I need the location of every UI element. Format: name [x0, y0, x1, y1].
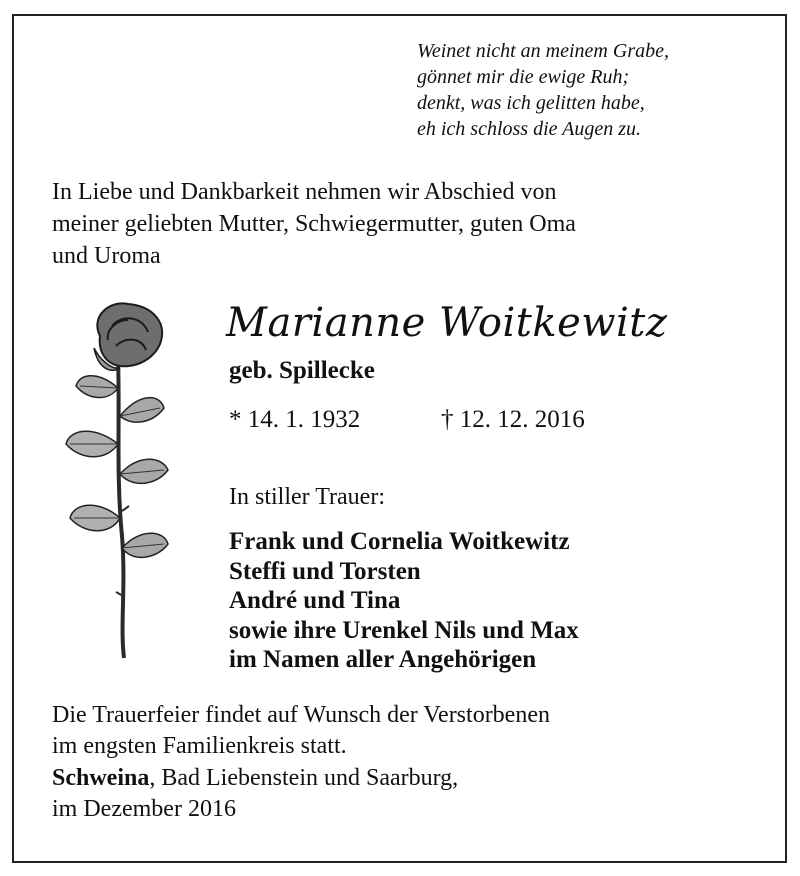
place-rest: , Bad Liebenstein und Saarburg,	[149, 765, 459, 791]
deceased-name: Marianne Woitkewitz	[226, 300, 668, 346]
mourner-line: Frank und Cornelia Woitkewitz	[229, 528, 570, 555]
intro-line: In Liebe und Dankbarkeit nehmen wir Abschied von	[52, 179, 557, 205]
poem	[417, 38, 669, 142]
poem-line: Weinet nicht an meinem Grabe,	[417, 40, 669, 62]
service-line: im engsten Familienkreis statt.	[52, 733, 347, 759]
mourner-list	[229, 527, 579, 675]
intro-line: und Uroma	[52, 243, 161, 269]
poem-line: gönnet mir die ewige Ruh;	[417, 66, 630, 88]
birth-date: * 14. 1. 1932	[229, 406, 361, 433]
place-line	[52, 763, 752, 794]
place-and-date	[52, 763, 752, 825]
mourner-line: im Namen aller Angehörigen	[229, 646, 537, 673]
intro-line: meiner geliebten Mutter, Schwiegermutter, guten Oma	[52, 211, 576, 237]
poem-line: eh ich schloss die Augen zu.	[417, 118, 642, 140]
life-dates	[229, 406, 585, 434]
service-line: Die Trauerfeier findet auf Wunsch der Verstorbenen	[52, 702, 550, 728]
intro-text	[52, 176, 752, 272]
poem-line: denkt, was ich gelitten habe,	[417, 92, 645, 114]
death-date: † 12. 12. 2016	[441, 406, 585, 433]
service-note	[52, 700, 752, 762]
born-name: geb. Spillecke	[229, 357, 375, 384]
rose-icon	[60, 296, 180, 666]
mourning-label: In stiller Trauer:	[229, 484, 385, 510]
place-town: Schweina	[52, 765, 150, 791]
mourner-line: André und Tina	[229, 587, 401, 614]
mourner-line: sowie ihre Urenkel Nils und Max	[229, 616, 579, 644]
notice-date: im Dezember 2016	[52, 796, 236, 822]
mourner-line: Steffi und Torsten	[229, 557, 421, 585]
